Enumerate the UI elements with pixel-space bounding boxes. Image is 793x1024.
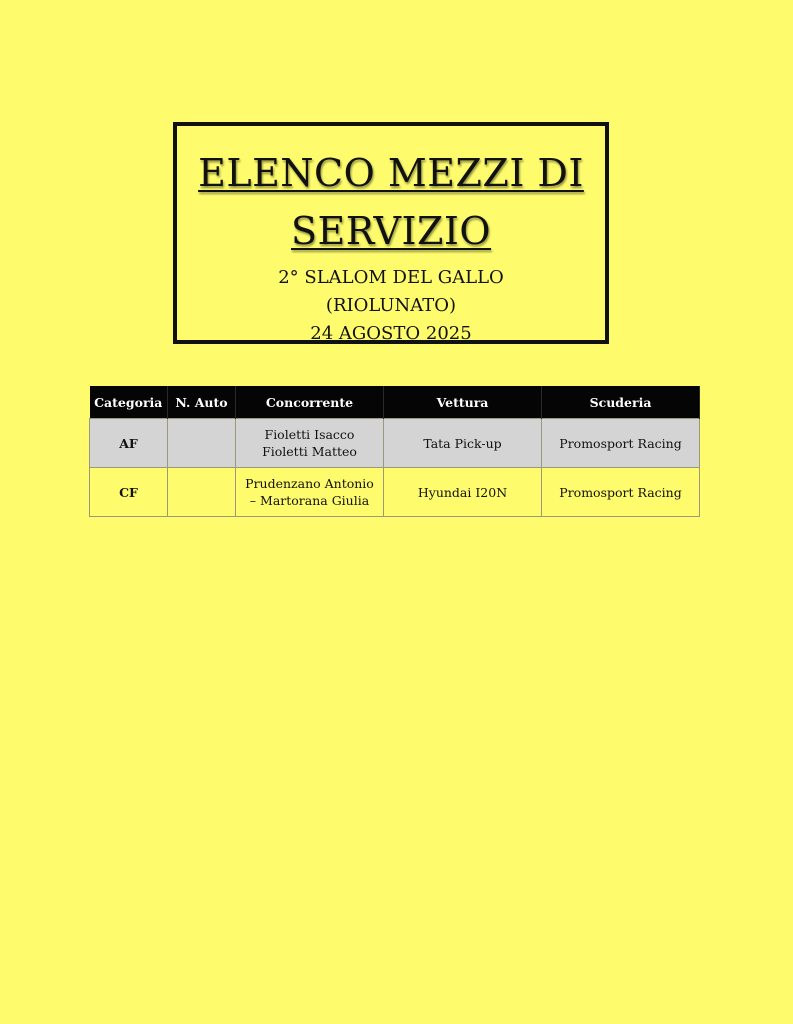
table-row [90,419,700,468]
column-header-concorrente: Concorrente [236,386,384,419]
event-info [177,264,605,348]
event-name: 2° SLALOM DEL GALLO [278,267,504,288]
document-title [177,126,605,260]
cell-n-auto [168,468,236,517]
cell-vettura: Tata Pick-up [384,419,542,468]
cell-concorrente [236,468,384,517]
title-line-1: ELENCO MEZZI DI [198,151,584,195]
concorrente-line-2: – Martorana Giulia [249,493,370,508]
event-date: 24 AGOSTO 2025 [310,323,472,344]
column-header-categoria: Categoria [90,386,168,419]
cell-vettura: Hyundai I20N [384,468,542,517]
title-line-2: SERVIZIO [290,209,492,253]
cell-scuderia: Promosport Racing [542,468,700,517]
concorrente-line-1: Fioletti Isacco [264,427,355,442]
cell-categoria: CF [90,468,168,517]
service-vehicles-table [89,386,700,517]
table-row [90,468,700,517]
column-header-n-auto: N. Auto [168,386,236,419]
concorrente-line-2: Fioletti Matteo [262,444,357,459]
cell-categoria: AF [90,419,168,468]
cell-concorrente [236,419,384,468]
table-header-row [90,386,700,419]
column-header-scuderia: Scuderia [542,386,700,419]
concorrente-line-1: Prudenzano Antonio [245,476,374,491]
title-box [173,122,609,344]
event-location: (RIOLUNATO) [325,295,457,316]
column-header-vettura: Vettura [384,386,542,419]
cell-n-auto [168,419,236,468]
cell-scuderia: Promosport Racing [542,419,700,468]
